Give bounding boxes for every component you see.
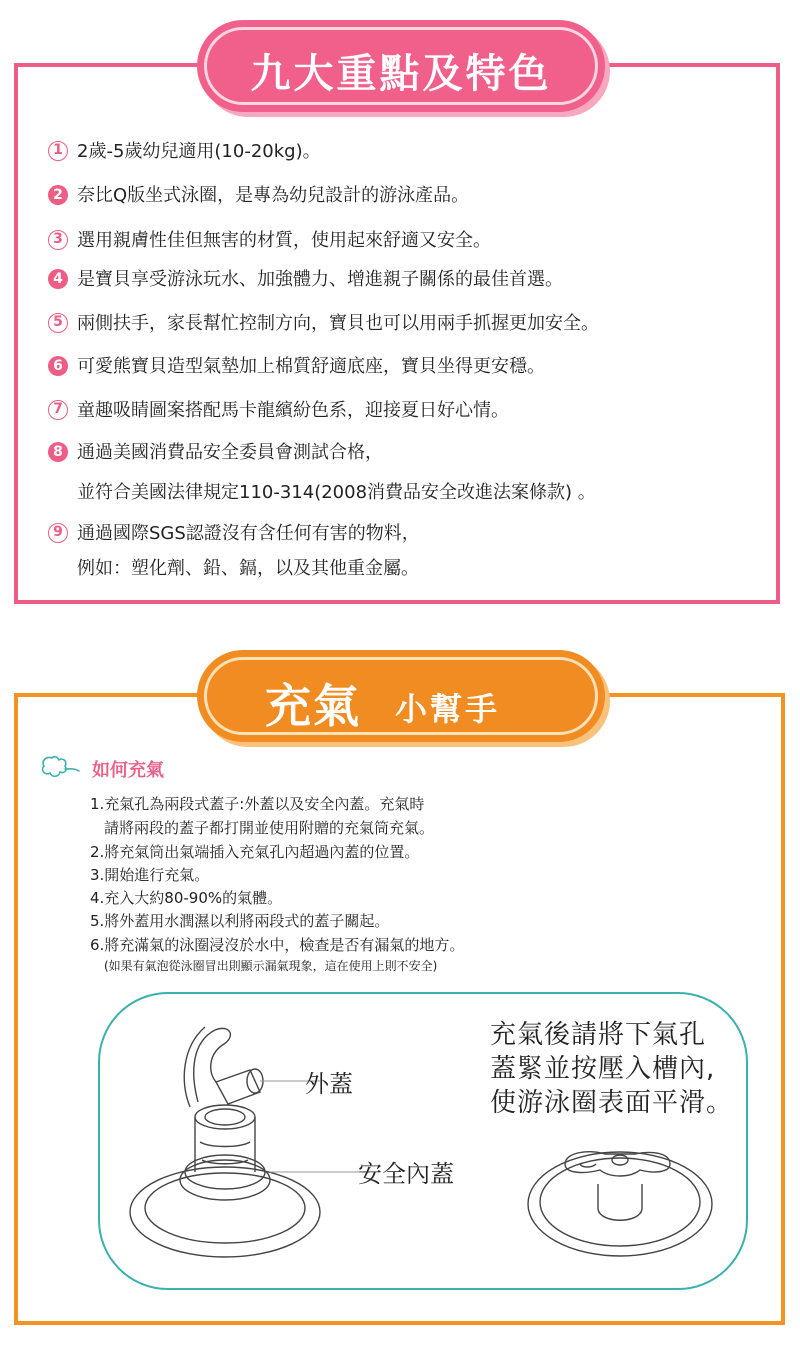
feature-text: 例如：塑化劑、鉛、鎘，以及其他重金屬。: [77, 558, 419, 579]
feature-text: 可愛熊寶貝造型氣墊加上棉質舒適底座，寶貝坐得更安穩。: [77, 356, 545, 377]
feature-text: 童趣吸睛圖案搭配馬卡龍繽紛色系，迎接夏日好心情。: [77, 400, 509, 421]
feature-number-badge: 2: [48, 185, 68, 205]
valve-diagram: [98, 992, 748, 1290]
step-line: 2.將充氣筒出氣端插入充氣孔內超過內蓋的位置。: [90, 843, 420, 861]
leak-note: (如果有氣泡從泳圈冒出則顯示漏氣現象，這在使用上則不安全): [104, 959, 438, 973]
closed-valve-illustration: [520, 1124, 720, 1264]
howto-heading: 如何充氣: [92, 760, 164, 781]
feature-number-badge: 9: [48, 523, 68, 543]
air-puff-icon: [38, 752, 82, 780]
feature-number-badge: 4: [48, 269, 68, 289]
feature-text: 奈比Q版坐式泳圈，是專為幼兒設計的游泳產品。: [77, 185, 470, 206]
open-valve-illustration: [120, 1012, 370, 1262]
feature-text: 通過美國消費品安全委員會測試合格，: [77, 442, 383, 463]
features-title: 九大重點及特色: [250, 51, 552, 97]
step-line: 3.開始進行充氣。: [90, 866, 210, 884]
feature-number-badge: 7: [48, 400, 68, 420]
inflation-title-banner: [197, 650, 605, 742]
tip-line: 蓋緊並按壓入槽內,: [490, 1054, 716, 1084]
tip-line: 充氣後請將下氣孔: [490, 1020, 707, 1050]
feature-number-badge: 1: [48, 141, 68, 161]
step-line: 1.充氣孔為兩段式蓋子:外蓋以及安全內蓋。充氣時: [90, 795, 425, 813]
feature-text: 通過國際SGS認證沒有含任何有害的物料，: [77, 523, 420, 544]
step-line: 4.充入大約80-90%的氣體。: [90, 889, 283, 907]
feature-number-badge: 3: [48, 230, 68, 250]
feature-text: 選用親膚性佳但無害的材質，使用起來舒適又安全。: [77, 230, 491, 251]
feature-number-badge: 8: [48, 442, 68, 462]
tip-line: 使游泳圈表面平滑。: [490, 1088, 734, 1118]
features-title-banner: [197, 20, 605, 112]
inner-cap-label: 安全內蓋: [358, 1160, 454, 1188]
outer-cap-label: 外蓋: [305, 1070, 353, 1098]
inflation-title-sub: 小幫手: [395, 690, 501, 728]
step-line: 6.將充滿氣的泳圈浸沒於水中，檢查是否有漏氣的地方。: [90, 936, 465, 954]
feature-text: 並符合美國法律規定110-314(2008消費品安全改進法案條款) 。: [77, 482, 596, 503]
feature-text: 兩側扶手，家長幫忙控制方向，寶貝也可以用兩手抓握更加安全。: [77, 313, 599, 334]
feature-number-badge: 5: [48, 313, 68, 333]
step-line: 請將兩段的蓋子都打開並使用附贈的充氣筒充氣。: [104, 819, 435, 837]
feature-text: 2歲-5歲幼兒適用(10-20kg)。: [77, 141, 321, 162]
inflation-title-main: 充氣: [265, 679, 361, 733]
feature-text: 是寶貝享受游泳玩水、加強體力、增進親子關係的最佳首選。: [77, 269, 563, 290]
step-line: 5.將外蓋用水潤濕以利將兩段式的蓋子關起。: [90, 912, 390, 930]
feature-number-badge: 6: [48, 356, 68, 376]
